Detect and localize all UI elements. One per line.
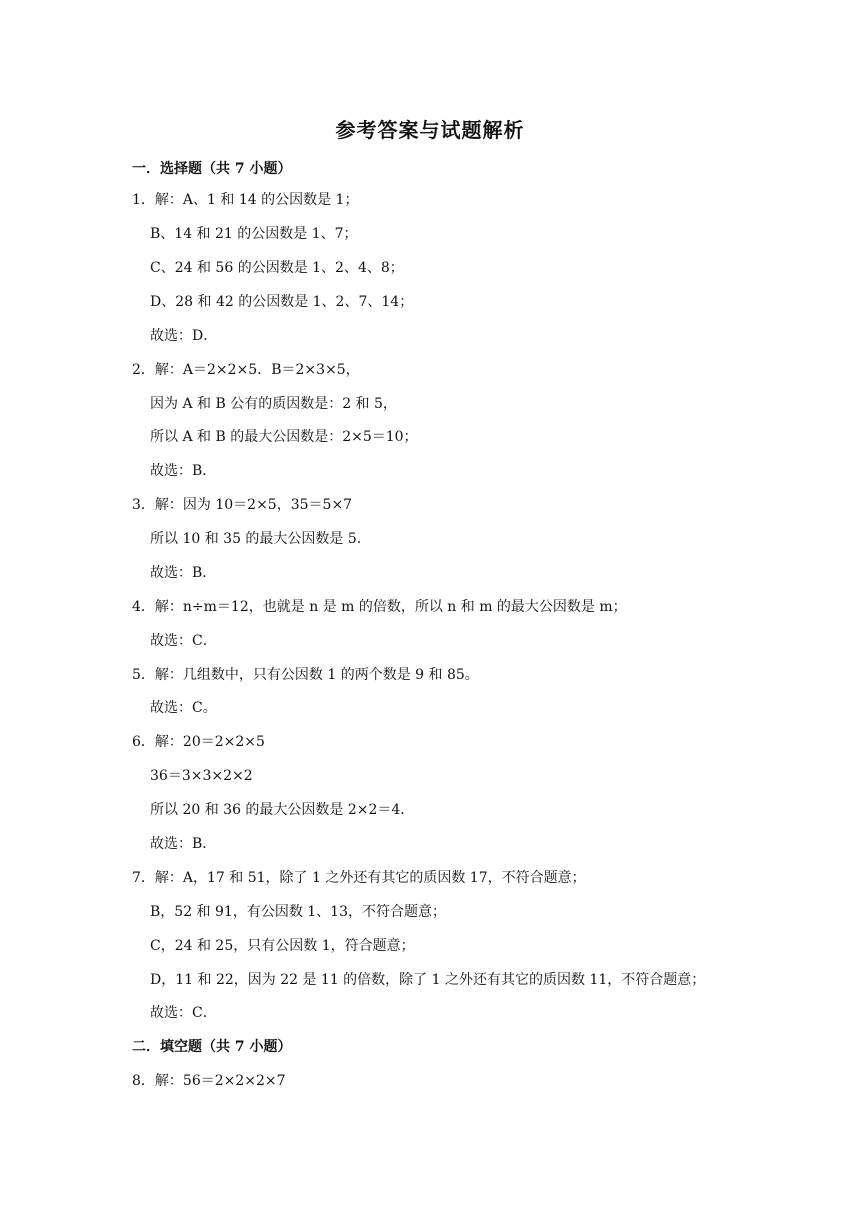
answer-line: 36＝3×3×2×2 [150,768,253,784]
answer-line: D，11 和 22，因为 22 是 11 的倍数，除了 1 之外还有其它的质因数 11，不符合题意； [150,972,706,988]
section-heading-choice: 一．选择题（共 7 小题） [132,161,292,177]
section-heading-fill: 二．填空题（共 7 小题） [132,1039,292,1055]
answer-line: 故选：B． [150,565,217,581]
answer-line: 7．解：A，17 和 51，除了 1 之外还有其它的质因数 17，不符合题意； [132,870,586,886]
answer-line: 因为 A 和 B 公有的质因数是：2 和 5， [150,396,397,412]
answer-line: C、24 和 56 的公因数是 1、2、4、8； [150,260,404,276]
answer-line: C，24 和 25，只有公因数 1，符合题意； [150,938,415,954]
answer-line: 故选：B． [150,836,217,852]
answer-line: 8．解：56＝2×2×2×7 [132,1073,286,1089]
answer-line: 故选：D． [150,328,218,344]
answer-line: 4．解：n÷m＝12，也就是 n 是 m 的倍数，所以 n 和 m 的最大公因数是 m； [132,599,627,615]
answer-line: 所以 10 和 35 的最大公因数是 5． [150,531,371,547]
answer-line: B、14 和 21 的公因数是 1、7； [150,226,358,242]
page-title: 参考答案与试题解析 [335,118,525,142]
answer-line: 故选：B． [150,463,217,479]
answer-line: B，52 和 91，有公因数 1、13，不符合题意； [150,904,446,920]
answer-line: 2．解：A＝2×2×5．B＝2×3×5， [132,362,360,378]
answer-line: 故选：C． [150,633,217,649]
answer-line: 5．解：几组数中，只有公因数 1 的两个数是 9 和 85。 [132,667,479,683]
answer-line: 故选：C。 [150,700,217,716]
answer-line: D、28 和 42 的公因数是 1、2、7、14； [150,294,414,310]
answer-line: 6．解：20＝2×2×5 [132,734,265,750]
answer-line: 所以 A 和 B 的最大公因数是：2×5＝10； [150,429,418,445]
answer-line: 故选：C． [150,1005,217,1021]
answer-line: 3．解：因为 10＝2×5，35＝5×7 [132,497,353,513]
answer-line: 所以 20 和 36 的最大公因数是 2×2＝4． [150,802,415,818]
answer-line: 1．解：A、1 和 14 的公因数是 1； [132,192,359,208]
